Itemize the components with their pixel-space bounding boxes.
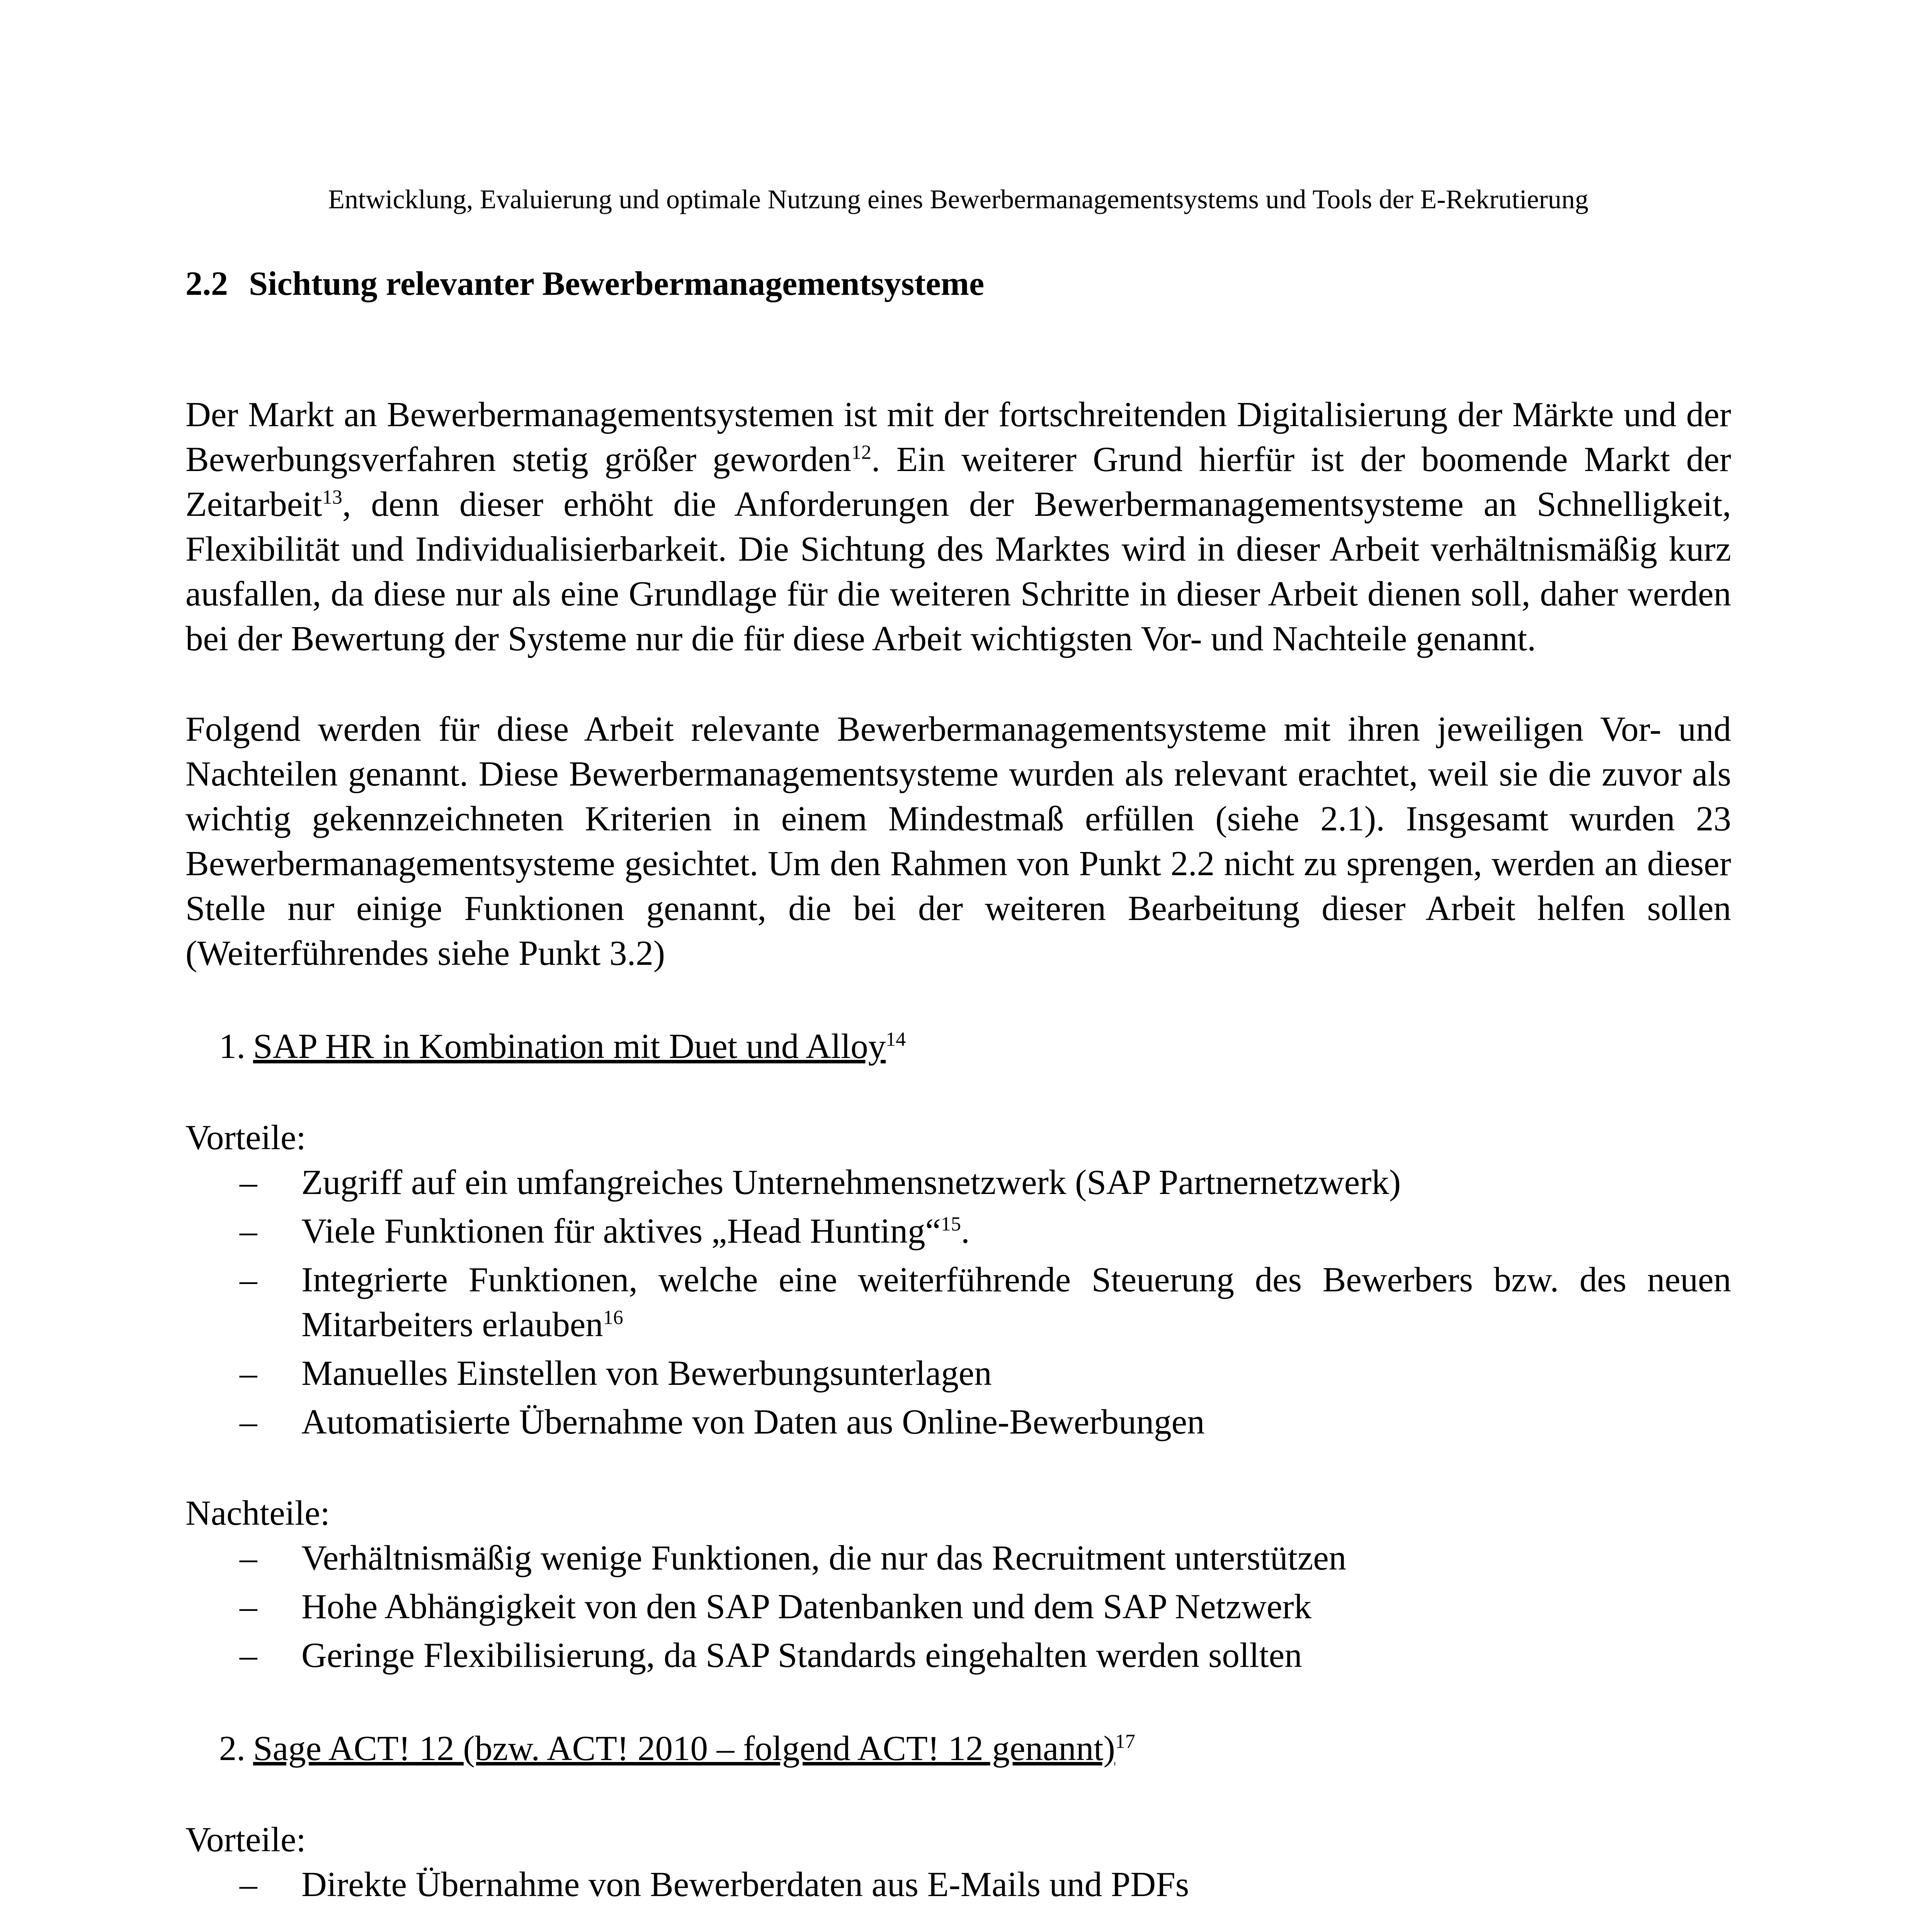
dash-bullet: – (240, 1354, 257, 1393)
list-item: – Integrierte Funktionen, welche eine weiterführende Steuerung des Bewerbers bzw. des neuen Mitarbeiters erlauben$^{16}$ (185, 1257, 1731, 1347)
list-item: – Verhältnismäßig wenige Funktionen, die nur das Recruitment unterstützen (185, 1536, 1731, 1580)
dash-bullet: – (240, 1260, 257, 1299)
dash-bullet: – (240, 1865, 257, 1904)
pros-list (185, 1160, 1731, 1444)
pros-list (185, 1862, 1731, 1907)
list-item: – Automatisierte Übernahme von Daten aus Online-Bewerbungen (185, 1400, 1731, 1444)
paragraph-market (185, 392, 1731, 661)
system-heading-sage (185, 1726, 1731, 1771)
footnote-ref[interactable]: 15 (941, 1213, 961, 1235)
dash-bullet: – (240, 1211, 257, 1250)
section-number: 2.2 (185, 265, 228, 303)
dash-bullet: – (240, 1587, 257, 1626)
list-item: – Zugriff auf ein umfangreiches Unternehmensnetzwerk (SAP Partnernetzwerk) (185, 1160, 1731, 1205)
cons-list (185, 1536, 1731, 1678)
system-number: 1. (219, 1027, 245, 1066)
pros-label: Vorteile: (185, 1118, 306, 1157)
section-title: Sichtung relevanter Bewerbermanagementsysteme (249, 265, 984, 303)
dash-bullet: – (240, 1163, 257, 1202)
list-item: – Geringe Flexibilisierung, da SAP Standards eingehalten werden sollten (185, 1633, 1731, 1678)
list-item: – Manuelles Einstellen von Bewerbungsunterlagen (185, 1351, 1731, 1396)
paragraph-text: . Ein weiterer Grund hierfür ist der boomende Markt der Zeitarbeit (185, 440, 1731, 524)
system-heading-sap (185, 1024, 1731, 1069)
system-title: Sage ACT! 12 (bzw. ACT! 2010 – folgend ACT! 12 genannt) (253, 1729, 1115, 1768)
list-item: – Viele Funktionen für aktives „Head Hunting“$^{15}$. (185, 1209, 1731, 1253)
page-body (185, 263, 1731, 1911)
dash-bullet: – (240, 1636, 257, 1675)
section-heading (185, 263, 1731, 305)
footnote-ref[interactable]: 16 (603, 1306, 623, 1329)
system-title: SAP HR in Kombination mit Duet und Alloy (253, 1027, 886, 1066)
paragraph-text: Der Markt an Bewerbermanagementsystemen ist mit der fortschreitenden Digitalisierung der Märkte und der Bewerbungsverfahren stetig größer geworden (185, 395, 1731, 479)
paragraph-text: , denn dieser erhöht die Anforderungen der Bewerbermanagementsysteme an Schnelligkeit, Flexibilität und Individualisierbarkeit. Die Sichtung des Marktes wird in dieser Arbeit verhältnismäßig kurz ausfallen, da diese nur als eine Grundlage für die weiteren Schritte in dieser Arbeit dienen soll, daher werden bei der Bewertung der Systeme nur die für diese Arbeit wichtigsten Vor- und Nachteile genannt. (185, 485, 1731, 658)
running-header: Entwicklung, Evaluierung und optimale Nutzung eines Bewerbermanagementsystems und Tools der E-Rekrutierung (328, 185, 1589, 214)
dash-bullet: – (240, 1402, 257, 1441)
footnote-ref[interactable]: 13 (322, 486, 342, 509)
paragraph-overview: Folgend werden für diese Arbeit relevante Bewerbermanagementsysteme mit ihren jeweiligen Vor- und Nachteilen genannt. Diese Bewerbermanagementsysteme wurden als relevant erachtet, weil sie die zuvor als wichtig gekennzeichneten Kriterien in einem Mindestmaß erfüllen (siehe 2.1). Insgesamt wurden 23 Bewerbermanagementsysteme gesichtet. Um den Rahmen von Punkt 2.2 nicht zu sprengen, werden an dieser Stelle nur einige Funktionen genannt, die bei der weiteren Bearbeitung dieser Arbeit helfen sollen (Weiterführendes siehe Punkt 3.2) (185, 709, 1731, 973)
pros-label: Vorteile: (185, 1820, 306, 1859)
list-item: – Direkte Übernahme von Bewerberdaten aus E-Mails und PDFs (185, 1862, 1731, 1907)
footnote-ref[interactable]: 14 (886, 1028, 906, 1051)
cons-label: Nachteile: (185, 1493, 330, 1532)
list-item: – Hohe Abhängigkeit von den SAP Datenbanken und dem SAP Netzwerk (185, 1584, 1731, 1629)
footnote-ref[interactable]: 17 (1115, 1730, 1135, 1753)
footnote-ref[interactable]: 12 (851, 441, 871, 464)
system-number: 2. (219, 1729, 245, 1768)
dash-bullet: – (240, 1538, 257, 1577)
